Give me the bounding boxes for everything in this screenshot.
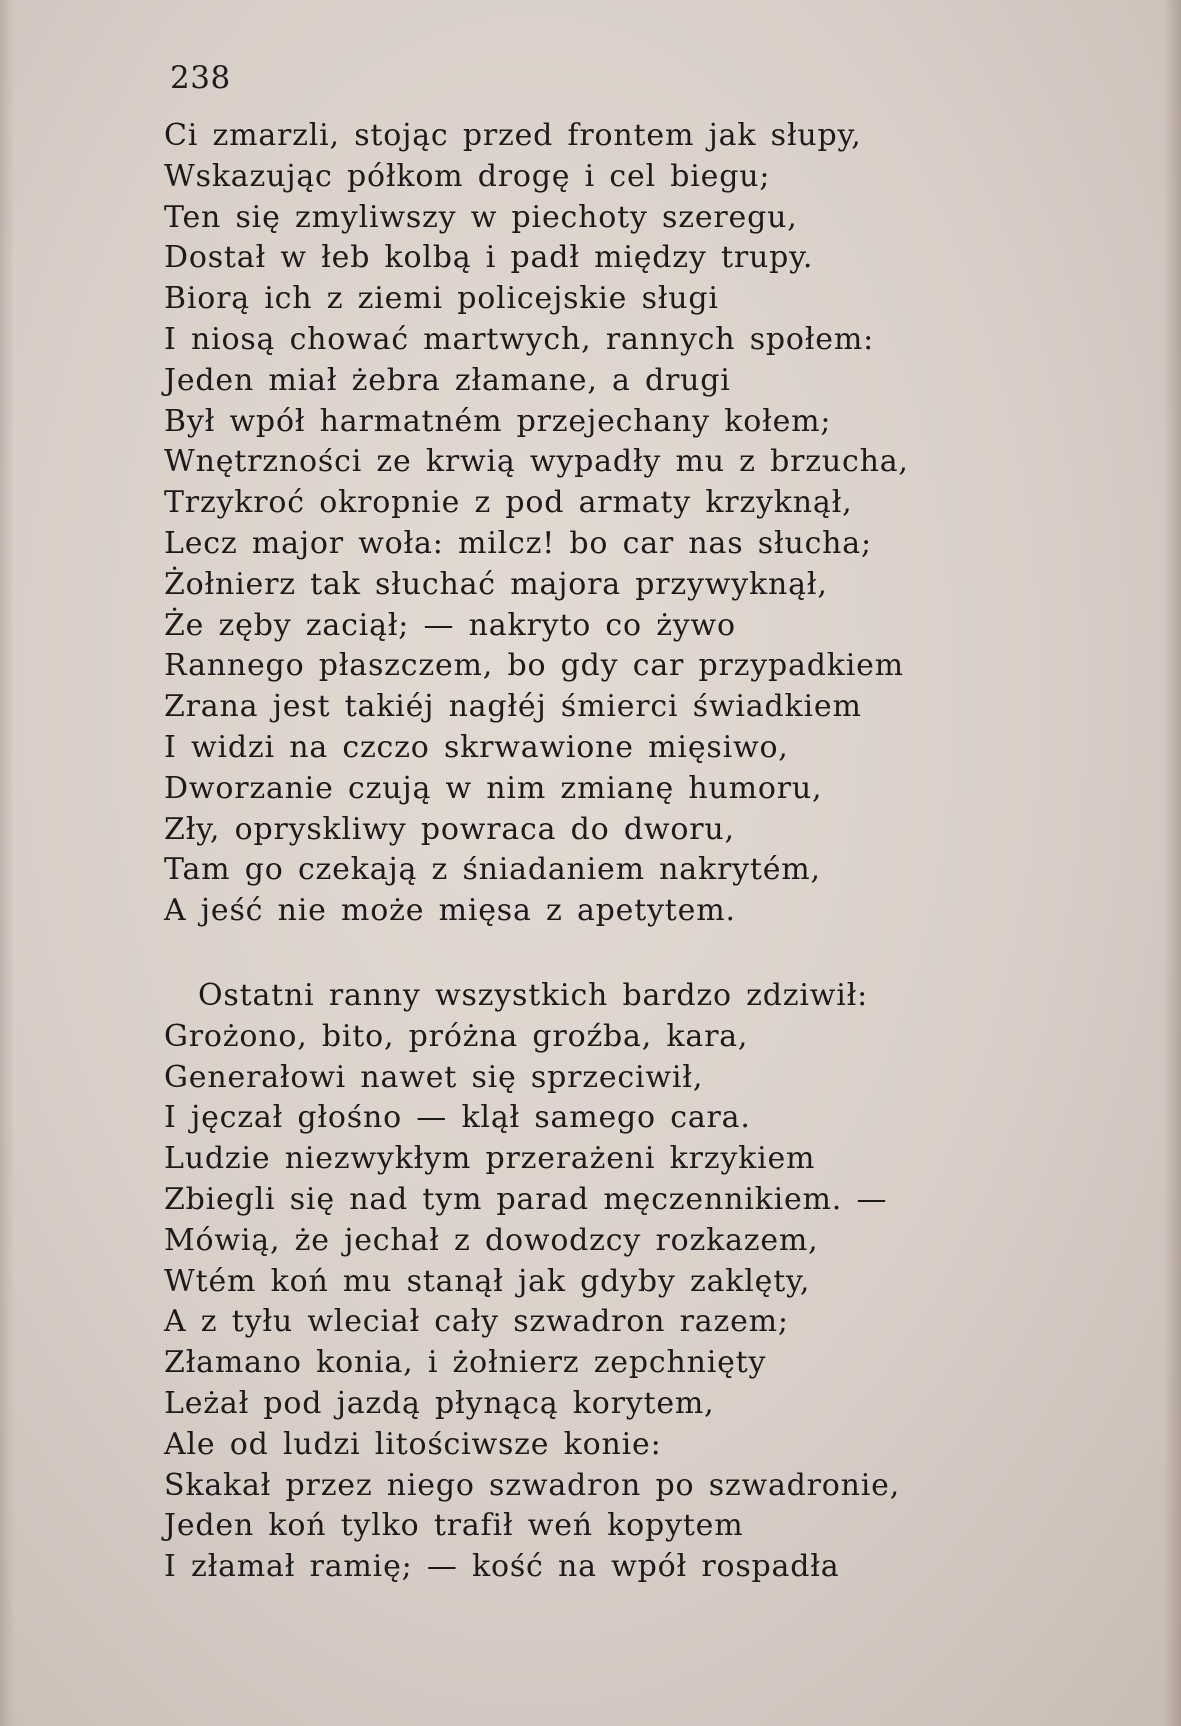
verse-line: Żołnierz tak słuchać majora przywyknął, [164,566,828,602]
verse-line: I widzi na czczo skrwawione mięsiwo, [164,729,789,765]
stanza-2 [164,976,1124,1588]
verse-line: Leżał pod jazdą płynącą korytem, [164,1385,715,1421]
page-number: 238 [170,60,231,96]
verse-line: Grożono, bito, próżna groźba, kara, [164,1018,749,1054]
verse-line: Jeden koń tylko trafił weń kopytem [164,1508,744,1544]
verse-line: Wtém koń mu stanął jak gdyby zaklęty, [164,1263,811,1299]
verse-line: Zbiegli się nad tym parad męczennikiem. — [164,1181,888,1217]
verse-line: Wskazując półkom drogę i cel biegu; [164,158,771,194]
verse-line: Był wpół harmatném przejechany kołem; [164,403,832,439]
verse-line: I niosą chować martwych, rannych społem: [164,321,874,357]
verse-line: Lecz major woła: milcz! bo car nas słucha; [164,525,872,561]
stanza-break [164,932,1124,976]
poem-text [164,116,1124,1588]
page-gutter-shadow [0,0,14,1726]
verse-line: Zły, opryskliwy powraca do dworu, [164,811,735,847]
verse-line: Skakał przez niego szwadron po szwadronie, [164,1467,901,1503]
verse-line: I złamał ramię; — kość na wpół rospadła [164,1549,840,1585]
verse-line: Złamano konia, i żołnierz zepchnięty [164,1345,767,1381]
verse-line: A jeść nie może mięsa z apetytem. [164,893,736,929]
verse-line: Zrana jest takiéj nagłéj śmierci świadkiem [164,689,862,725]
verse-line: Ten się zmyliwszy w piechoty szeregu, [164,199,798,235]
verse-line: Ci zmarzli, stojąc przed frontem jak słupy, [164,118,862,153]
verse-line: Że zęby zaciął; — nakryto co żywo [164,607,736,643]
verse-line: I jęczał głośno — klął samego cara. [164,1100,751,1136]
verse-line: Jeden miał żebra złamane, a drugi [164,362,731,398]
stanza-1 [164,116,1124,932]
verse-line: Dostał w łeb kolbą i padł między trupy. [164,240,814,276]
verse-line: Trzykroć okropnie z pod armaty krzyknął, [164,485,853,521]
verse-line: A z tyłu wleciał cały szwadron razem; [164,1304,789,1340]
page-edge-shadow [1163,0,1181,1726]
verse-line: Mówią, że jechał z dowodzcy rozkazem, [164,1222,819,1258]
verse-line: Biorą ich z ziemi policejskie sługi [164,281,719,317]
verse-line: Ale od ludzi litościwsze konie: [164,1426,662,1462]
verse-line: Dworzanie czują w nim zmianę humoru, [164,770,823,806]
verse-line: Rannego płaszczem, bo gdy car przypadkiem [164,648,904,684]
verse-line: Wnętrzności ze krwią wypadły mu z brzucha, [164,444,909,480]
verse-line: Generałowi nawet się sprzeciwił, [164,1059,704,1095]
verse-line: Ludzie niezwykłym przerażeni krzykiem [164,1141,816,1177]
verse-line: Tam go czekają z śniadaniem nakrytém, [164,852,821,888]
verse-line: Ostatni ranny wszystkich bardzo zdziwił: [198,977,869,1013]
